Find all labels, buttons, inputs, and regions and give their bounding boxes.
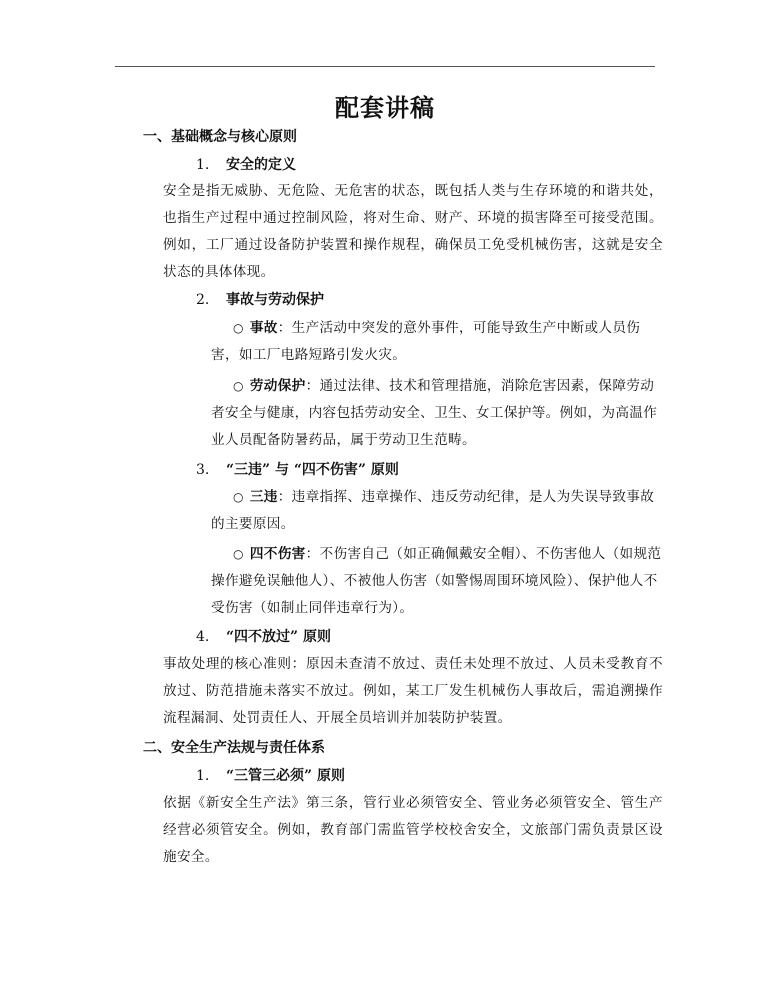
bullet-four-no-harm <box>211 541 666 622</box>
bullet-text: ：违章指挥、违章操作、违反劳动纪律，是人为失误导致事故的主要原因。 <box>211 489 655 532</box>
item-number: 3. <box>196 462 210 478</box>
item-number: 1. <box>196 157 210 173</box>
item-title: 事故与劳动保护 <box>226 292 324 308</box>
bullet-term: 四不伤害 <box>249 546 306 562</box>
item-title: “三违” 与 “四不伤害” 原则 <box>226 462 399 478</box>
circle-bullet-icon: ○ <box>233 490 244 504</box>
circle-bullet-icon: ○ <box>233 547 244 561</box>
item-title: 安全的定义 <box>226 157 296 173</box>
item-number: 2. <box>196 292 210 308</box>
header-rule <box>115 66 655 67</box>
item-title: “四不放过” 原则 <box>226 629 331 645</box>
bullet-labor-protection <box>211 373 666 454</box>
bullet-term: 事故 <box>249 320 278 336</box>
bullet-term: 劳动保护 <box>249 378 306 394</box>
bullet-text: ：生产活动中突发的意外事件，可能导致生产中断或人员伤害，如工厂电路短路引发火灾。 <box>211 320 641 363</box>
item-1-2-heading <box>196 290 324 310</box>
item-title: “三管三必须” 原则 <box>226 768 345 784</box>
bullet-text: ：不伤害自己（如正确佩戴安全帽）、不伤害他人（如规范操作避免误触他人）、不被他人伤害（如警惕周围环境风险）、保护他人不受伤害（如制止同伴违章行为）。 <box>211 546 662 616</box>
item-number: 4. <box>196 629 210 645</box>
paragraph-three-manage: 依据《新安全生产法》第三条，管行业必须管安全、管业务必须管安全、管生产经营必须管安全。例如，教育部门需监管学校校舍安全，文旅部门需负责景区设施安全。 <box>163 795 663 865</box>
item-number: 1. <box>196 768 210 784</box>
bullet-term: 三违 <box>249 489 278 505</box>
item-2-1-heading <box>196 766 345 786</box>
item-1-3-heading <box>196 460 399 480</box>
page-title: 配套讲稿 <box>335 93 435 122</box>
section-2-heading: 二、安全生产法规与责任体系 <box>143 740 325 756</box>
item-1-1-heading <box>196 155 296 175</box>
paragraph-safety-definition: 安全是指无威胁、无危险、无危害的状态，既包括人类与生存环境的和谐共处，也指生产过程中通过控制风险，将对生命、财产、环境的损害降至可接受范围。例如，工厂通过设备防护装置和操作规程，确保员工免受机械伤害，这就是安全状态的具体体现。 <box>163 183 663 280</box>
circle-bullet-icon: ○ <box>233 321 244 335</box>
bullet-text: ：通过法律、技术和管理措施，消除危害因素，保障劳动者安全与健康，内容包括劳动安全、卫生、女工保护等。例如，为高温作业人员配备防暑药品，属于劳动卫生范畴。 <box>211 378 658 448</box>
bullet-three-violations <box>211 484 666 538</box>
bullet-accident <box>211 315 666 369</box>
item-1-4-heading <box>196 627 331 647</box>
circle-bullet-icon: ○ <box>233 379 244 393</box>
paragraph-four-no-let-go: 事故处理的核心准则：原因未查清不放过、责任未处理不放过、人员未受教育不放过、防范措施未落实不放过。例如，某工厂发生机械伤人事故后，需追溯操作流程漏洞、处罚责任人、开展全员培训并加装防护装置。 <box>163 656 663 726</box>
section-1-heading: 一、基础概念与核心原则 <box>143 129 297 145</box>
